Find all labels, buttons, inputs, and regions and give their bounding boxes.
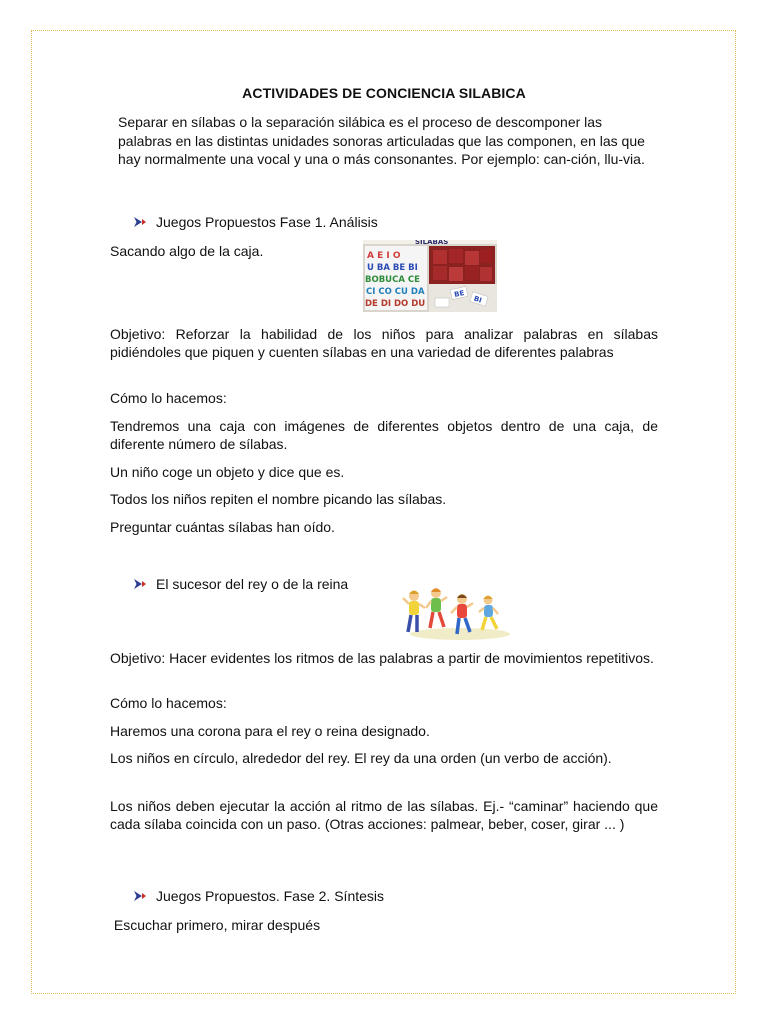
step-1-1: Tendremos una caja con imágenes de diferentes objetos dentro de una caja, de diferente número de sílabas. [110, 418, 658, 452]
step-1-3: Todos los niños repiten el nombre picando las sílabas. [110, 491, 447, 507]
intro-paragraph: Separar en sílabas o la separación silábica es el proceso de descomponer las palabras en las distintas unidades sonoras articuladas que las componen, en las que hay normalmente una vocal y una o más consonantes. Por ejemplo: can-ción, llu-via. [118, 114, 645, 167]
document-title: ACTIVIDADES DE CONCIENCIA SILABICA [242, 85, 526, 101]
step-1-2: Un niño coge un objeto y dice que es. [110, 464, 345, 480]
arrow-bullet-icon [133, 215, 147, 229]
arrow-bullet-icon [133, 577, 147, 591]
activity-3-title: Escuchar primero, mirar después [110, 917, 321, 933]
section-1-heading: Juegos Propuestos Fase 1. Análisis [156, 214, 378, 230]
objective-2: Objetivo: Hacer evidentes los ritmos de las palabras a partir de movimientos repetitivos. [110, 650, 654, 666]
image-card-2: BI [472, 294, 483, 305]
activity-1-title: Sacando algo de la caja. [110, 243, 264, 259]
image-letters-row-2: U BA BE BI [367, 263, 418, 273]
image-letters-row-1: A E I O [367, 251, 401, 261]
page-border [31, 30, 736, 994]
step-2-3: Los niños deben ejecutar la acción al ritmo de las sílabas. Ej.- “caminar” haciendo que cada sílaba coincida con un paso. (Otras acciones: palmear, beber, coser, girar ... ) [110, 798, 658, 832]
image-card-1: BE [453, 289, 466, 299]
image-letters-row-3: BOBUCA CE [365, 275, 420, 285]
image-header-text: SILABAS [415, 240, 449, 246]
how-label-1: Cómo lo hacemos: [110, 390, 227, 406]
syllables-box-image [363, 240, 497, 312]
section-3-heading: Juegos Propuestos. Fase 2. Síntesis [156, 888, 385, 904]
children-playing-image [400, 584, 518, 642]
step-1-4: Preguntar cuántas sílabas han oído. [110, 519, 335, 535]
step-2-1: Haremos una corona para el rey o reina designado. [110, 723, 430, 739]
section-2-heading: El sucesor del rey o de la reina [156, 576, 349, 592]
bullet-section-1 [133, 213, 378, 231]
image-letters-row-4: CI CO CU DA [366, 287, 425, 297]
bullet-section-2 [133, 575, 348, 593]
bullet-section-3 [133, 887, 384, 905]
step-2-2: Los niños en círculo, alrededor del rey. El rey da una orden (un verbo de acción). [110, 750, 612, 766]
how-label-2: Cómo lo hacemos: [110, 695, 227, 711]
arrow-bullet-icon [133, 889, 147, 903]
objective-1: Objetivo: Reforzar la habilidad de los niños para analizar palabras en sílabas pidiéndoles que piquen y cuenten sílabas en una variedad de diferentes palabras [110, 326, 658, 360]
image-letters-row-5: DE DI DO DU [365, 299, 426, 309]
